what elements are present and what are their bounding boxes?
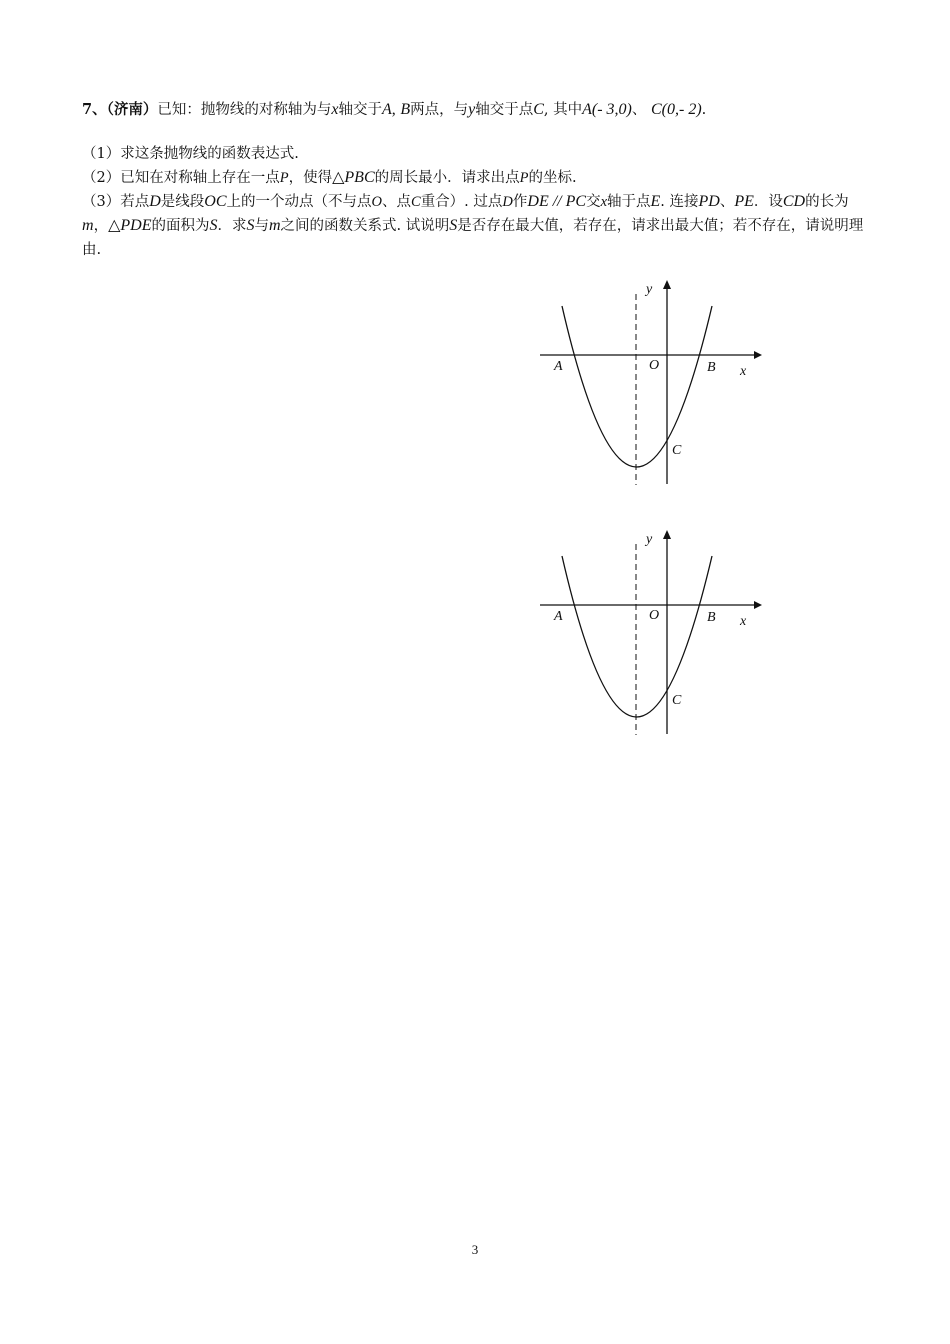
- var-C: C: [533, 101, 544, 118]
- q3-text-9: . 连接: [660, 194, 699, 210]
- var-m-2: m: [268, 217, 281, 234]
- parabola-figure-2: [536, 528, 766, 738]
- triangle-PDE: △PDE: [108, 217, 152, 234]
- var-S-2: S: [246, 217, 255, 234]
- segment-PD: PD: [698, 193, 720, 210]
- var-O: O: [371, 194, 383, 210]
- label-A: A: [554, 609, 563, 624]
- q3-text-3: 上的一个动点（不与点: [226, 194, 372, 210]
- q2-text-2: ，使得: [288, 170, 333, 186]
- q2-text-3: 的周长最小．请求出点: [374, 170, 520, 186]
- intro-text-2: 轴交于: [338, 102, 382, 118]
- q3-text-12: 的长为: [805, 194, 849, 210]
- var-E: E: [650, 193, 661, 210]
- y-axis-arrow: [663, 530, 671, 539]
- q3-text-10: 、: [719, 194, 735, 210]
- q3-text-18: 是否存在最大值，若存在，请求出最大值；若不存在，请说明理由.: [82, 218, 864, 258]
- parabola-curve: [562, 306, 712, 467]
- segment-PE: PE: [734, 193, 754, 210]
- problem-source: （济南）: [106, 101, 158, 118]
- label-C: C: [672, 693, 682, 708]
- page-number: 3: [471, 1242, 479, 1257]
- var-D: D: [149, 193, 161, 210]
- label-y: y: [646, 532, 653, 547]
- var-S: S: [209, 217, 218, 234]
- q3-text-8: 轴于点: [607, 194, 651, 210]
- point-C-coords: C(0,- 2): [651, 101, 702, 118]
- label-C: C: [672, 443, 682, 458]
- segment-CD: CD: [782, 193, 806, 210]
- var-P: P: [279, 170, 289, 186]
- label-B: B: [707, 360, 716, 375]
- q3-text-14: 的面积为: [151, 218, 210, 234]
- question-2: [82, 166, 872, 190]
- intro-text-3: 两点，与: [410, 102, 469, 118]
- parabola-curve: [562, 556, 712, 717]
- parabola-figure-1: [536, 278, 766, 488]
- q3-text-17: 之间的函数关系式. 试说明: [280, 218, 450, 234]
- var-A: A: [381, 101, 392, 118]
- q2-text-4: 的坐标.: [528, 170, 577, 186]
- var-C-2: C: [411, 194, 421, 210]
- q3-text-4: 、点: [382, 194, 412, 210]
- intro-text-1: 已知：抛物线的对称轴为与: [157, 102, 332, 118]
- q3-text-7: 交: [586, 194, 601, 210]
- intro-text-5: , 其中: [543, 102, 583, 118]
- var-x: x: [331, 101, 339, 118]
- x-axis-arrow: [754, 601, 762, 609]
- triangle-PBC: △PBC: [332, 169, 375, 186]
- var-S-3: S: [449, 217, 458, 234]
- problem-intro: [82, 98, 872, 122]
- problem-7: [82, 98, 872, 262]
- q3-text-5: 重合）. 过点: [420, 194, 503, 210]
- q3-text-1: （3）若点: [82, 194, 150, 210]
- question-1: （1）求这条抛物线的函数表达式.: [82, 146, 299, 162]
- separator: 、: [631, 102, 647, 118]
- q3-text-15: ．求: [217, 218, 247, 234]
- q3-text-16: 与: [254, 218, 269, 234]
- label-A: A: [554, 359, 563, 374]
- y-axis-arrow: [663, 280, 671, 289]
- x-axis-arrow: [754, 351, 762, 359]
- var-B: B: [400, 101, 411, 118]
- q3-text-11: ．设: [753, 194, 783, 210]
- parabola-diagram: [536, 278, 766, 488]
- label-B: B: [707, 610, 716, 625]
- label-O: O: [649, 608, 660, 623]
- var-P-2: P: [519, 170, 529, 186]
- problem-number: 7、: [82, 101, 107, 118]
- var-x-2: x: [600, 194, 607, 210]
- var-m: m: [82, 217, 94, 234]
- segment-OC: OC: [204, 193, 227, 210]
- q3-text-2: 是线段: [160, 194, 205, 210]
- period: .: [701, 102, 707, 118]
- q2-text-1: （2）已知在对称轴上存在一点: [82, 170, 280, 186]
- var-D-2: D: [502, 194, 513, 210]
- label-O: O: [649, 358, 660, 373]
- q3-text-6: 作: [512, 194, 528, 210]
- comma: ,: [391, 101, 396, 118]
- parabola-diagram: [536, 528, 766, 738]
- label-x: x: [740, 614, 747, 629]
- parallel-DE-PC: DE // PC: [527, 193, 587, 210]
- label-x: x: [740, 364, 747, 379]
- point-A-coords: A(- 3,0): [582, 101, 632, 118]
- intro-text-4: 轴交于点: [475, 102, 534, 118]
- var-y: y: [468, 101, 476, 118]
- question-3: [82, 190, 872, 262]
- q3-text-13: ，: [93, 218, 109, 234]
- label-y: y: [646, 282, 653, 297]
